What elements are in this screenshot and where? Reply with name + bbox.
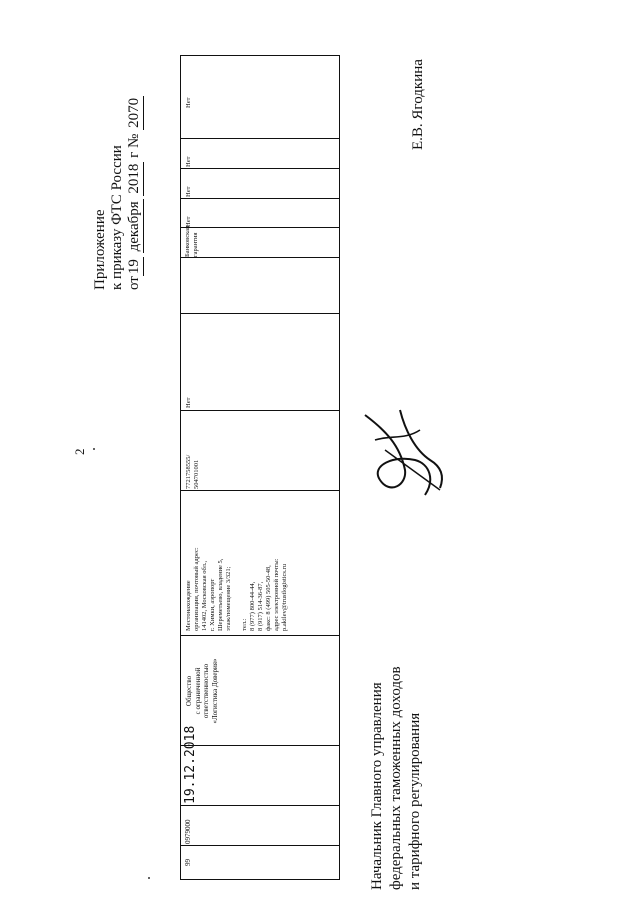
year-suffix: г: [126, 151, 142, 158]
guarantee-text: [184, 226, 200, 257]
address-line: p.akilev@trustlogistics.ru: [281, 563, 288, 631]
appendix-order: к приказу ФТС России: [109, 145, 125, 290]
order-number: 2070: [126, 97, 142, 128]
scan-speck: [148, 877, 150, 879]
inn-kpp: [185, 455, 201, 489]
address-line: 8 (977) 800-44-44,: [249, 581, 256, 631]
address-line: факс: 8 (499) 505-50-48,: [265, 565, 272, 631]
no-value-4: Нет: [185, 97, 192, 108]
no-value-3: Нет: [185, 156, 192, 167]
scan-speck: [93, 448, 95, 450]
cell-guarantee: [181, 225, 339, 258]
no-value-1: Нет: [185, 216, 192, 227]
position-line: и тарифного регулирования: [407, 712, 423, 890]
guarantee-line: гарантия: [192, 232, 199, 257]
org-line: Общество: [185, 675, 193, 707]
appendix-header: [92, 96, 144, 290]
date-day: 19: [126, 259, 142, 275]
signatory-position: [368, 666, 425, 890]
cell-no-1: [181, 199, 339, 228]
appendix-title: Приложение: [92, 209, 108, 290]
date-year: 2018: [126, 163, 142, 194]
cell-col-no: [181, 314, 339, 411]
cell-row-number: [181, 846, 339, 881]
signatory-name: Е.В. Ягодкина: [410, 59, 426, 150]
cell-empty: [181, 258, 339, 314]
row-number: 99: [184, 859, 192, 866]
cell-code: [181, 806, 339, 846]
address-line: г. Химки, аэропорт: [209, 578, 216, 631]
appendix-date-number: [126, 96, 144, 290]
date-prefix: от: [126, 276, 142, 290]
position-line: федеральных таможенных доходов: [388, 666, 404, 890]
organization-address: [185, 547, 289, 631]
address-line: 141402, Московская обл.,: [201, 560, 208, 631]
cell-address: [181, 491, 339, 636]
inn: 7721758555/: [185, 454, 192, 489]
handwritten-signature: [345, 400, 455, 510]
address-line: [233, 547, 241, 631]
number-sign: №: [126, 133, 142, 148]
cell-date: [181, 725, 339, 806]
inclusion-date: 19.12.2018: [183, 725, 198, 804]
date-month: декабря: [126, 201, 142, 252]
address-line: организации, почтовый адрес:: [193, 547, 200, 631]
address-line: тел.:: [241, 618, 248, 631]
cell-no-4: [181, 56, 339, 139]
org-line: «Логистика Доверия»: [210, 658, 219, 724]
cell-inn-kpp: [181, 411, 339, 491]
page-number: 2: [72, 448, 87, 455]
cell-no-3: [181, 139, 339, 169]
guarantee-line: Банковская: [184, 225, 191, 257]
cell-organization: [181, 636, 339, 746]
org-line: ответственностью: [202, 663, 210, 719]
org-line: с ограниченной: [193, 667, 202, 715]
organization-name: [185, 646, 219, 736]
address-line: 8 (917) 514-36-87,: [257, 581, 264, 631]
cell-no-2: [181, 169, 339, 199]
kpp: 504701001: [193, 459, 200, 489]
address-line: адрес электронной почты:: [273, 558, 280, 631]
no-value-2: Нет: [185, 186, 192, 197]
registry-table: [180, 55, 340, 880]
customs-code: 0979000: [184, 819, 192, 844]
address-line: этаж/помещение 3/321;: [225, 566, 232, 631]
position-line: Начальник Главного управления: [369, 682, 385, 890]
col-no-value: Нет: [185, 397, 192, 408]
address-line: Местонахождение: [185, 580, 192, 631]
address-line: Шереметьево, владение 5,: [217, 558, 224, 631]
